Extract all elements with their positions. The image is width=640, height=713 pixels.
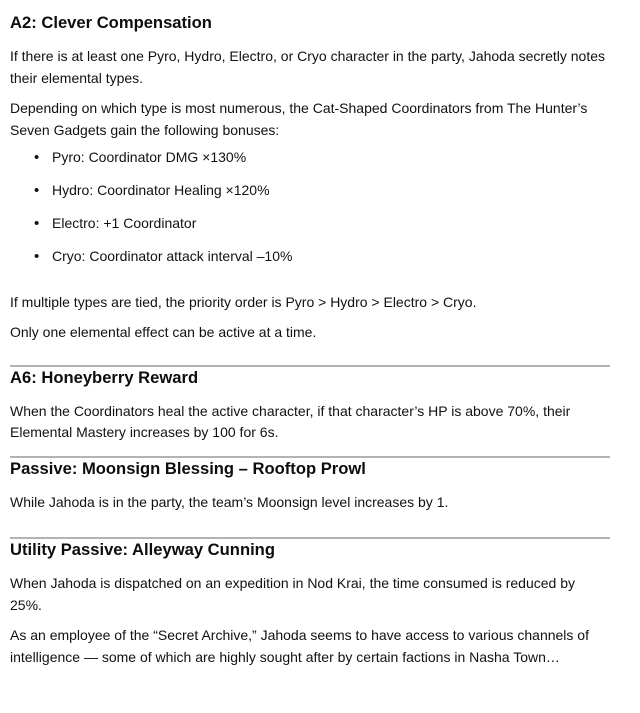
paragraph: When Jahoda is dispatched on an expedition in Nod Krai, the time consumed is reduced by 25%. xyxy=(10,575,576,613)
section-heading: A6: Honeyberry Reward xyxy=(10,367,199,387)
section-a2-clever-compensation xyxy=(10,12,610,344)
list-item-cryo: • Cryo: Coordinator attack interval –10% xyxy=(52,246,610,268)
section-heading: Utility Passive: Alleyway Cunning xyxy=(10,540,275,559)
list-item-pyro: • Pyro: Coordinator DMG ×130% xyxy=(52,147,610,169)
elemental-bonus-list xyxy=(10,147,610,268)
paragraph: When the Coordinators heal the active character, if that character’s HP is above 70%, their Elemental Mastery increases by 100 for 6s. xyxy=(10,402,571,440)
list-item-electro: • Electro: +1 Coordinator xyxy=(52,213,610,235)
section-heading: Passive: Moonsign Blessing – Rooftop Prowl xyxy=(10,458,366,478)
section-a6-honeyberry-reward xyxy=(10,367,610,444)
paragraph: Depending on which type is most numerous, the Cat-Shaped Coordinators from The Hunter’s Seven Gadgets gain the following bonuses: xyxy=(10,100,588,138)
paragraph: If there is at least one Pyro, Hydro, Electro, or Cryo character in the party, Jahoda secretly notes their elemental types. xyxy=(10,48,606,86)
paragraph: While Jahoda is in the party, the team’s Moonsign level increases by 1. xyxy=(10,493,449,510)
paragraph: Only one elemental effect can be active at a time. xyxy=(10,324,317,340)
section-utility-passive-alleyway-cunning xyxy=(10,539,610,668)
list-item-hydro: • Hydro: Coordinator Healing ×120% xyxy=(52,180,610,202)
paragraph: As an employee of the “Secret Archive,” Jahoda seems to have access to various channels of intelligence — some of which are highly sought after by certain factions in Nasha Town… xyxy=(10,627,589,665)
paragraph: If multiple types are tied, the priority order is Pyro > Hydro > Electro > Cryo. xyxy=(10,293,477,310)
section-passive-moonsign-blessing xyxy=(10,458,610,514)
section-heading: A2: Clever Compensation xyxy=(10,13,212,32)
